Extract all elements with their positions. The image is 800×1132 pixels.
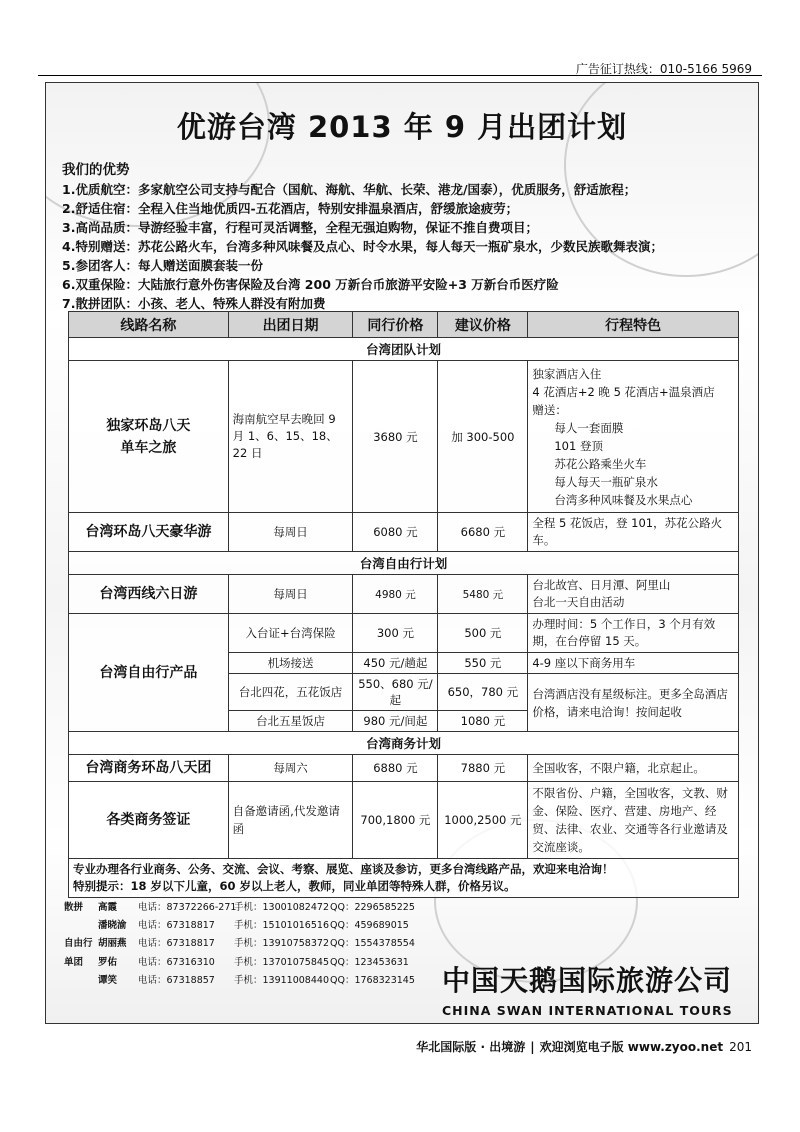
feature-line: 台北一天自由活动: [532, 595, 625, 609]
advantage-item: 7.散拼团队：小孩、老人、特殊人群没有附加费: [62, 296, 326, 311]
contact-name: 潘晓渝: [98, 920, 127, 932]
table-row: [69, 513, 739, 552]
contact-mobile: 手机：15101016516: [234, 920, 329, 932]
route-features: 不限省份、户籍，全国收客，文教、财金、保险、医疗、营建、房地产、经贸、法律、农业、交通等各行业邀请及交流座谈。: [528, 782, 739, 859]
table-row: [69, 782, 739, 859]
departure-date: 每周日: [228, 575, 353, 614]
route-features: [528, 575, 739, 614]
footer-site: 欢迎浏览电子版 www.zyoo.net: [539, 1040, 724, 1054]
contact-phone: 电话：87372266-271: [138, 902, 237, 913]
route-name: 各类商务签证: [69, 782, 229, 859]
feature-line: 独家酒店入住: [532, 366, 602, 381]
ad-hotline: 广告征订热线：010-5166 5969: [575, 62, 752, 76]
advantage-item: 5.参团客人：每人赠送面膜套装一份: [62, 258, 263, 273]
header-trade-price: 同行价格: [353, 312, 438, 338]
business-note: 专业办理各行业商务、公务、交流、会议、考察、展览、座谈及参访，更多台湾线路产品，欢迎来电洽询！: [73, 862, 614, 876]
section-free-travel-plan: 台湾自由行计划: [69, 552, 739, 575]
contact-qq: QQ：2296585225: [330, 902, 415, 913]
route-features: 台湾酒店没有星级标注。更多全岛酒店价格，请来电洽询！按间起收: [528, 674, 739, 732]
table-header-row: [69, 312, 739, 338]
advantage-item: 3.高尚品质：导游经验丰富，行程可灵活调整，全程无强迫购物，保证不推自费项目；: [62, 220, 538, 235]
suggested-price: 5480 元: [438, 575, 528, 614]
contact-phone: 电话：67318857: [138, 974, 215, 986]
header-route: 线路名称: [69, 312, 229, 338]
contact-qq: QQ：123453631: [330, 956, 409, 968]
route-name: 台湾自由行产品: [69, 614, 229, 732]
suggested-price: 6680 元: [438, 513, 528, 552]
table-row: [69, 614, 739, 653]
section-row: [69, 552, 739, 575]
section-row: [69, 338, 739, 361]
list-item: [64, 972, 415, 990]
contact-phone: 电话：67316310: [138, 956, 215, 968]
table-row: [69, 575, 739, 614]
top-rule: [38, 75, 762, 76]
feature-line: 台湾多种风味餐及水果点心: [554, 492, 693, 507]
route-features: [528, 361, 739, 513]
poster: [45, 82, 759, 1024]
advantage-item: 6.双重保险：大陆旅行意外伤害保险及台湾 200 万新台币旅游平安险+3 万新台币医疗险: [62, 277, 559, 292]
suggested-price: 加 300-500: [438, 361, 528, 513]
contact-name: 谭笑: [98, 974, 118, 986]
page-title: 优游台湾 2013 年 9 月出团计划: [176, 110, 628, 144]
contact-name: 胡丽燕: [98, 938, 127, 950]
contact-category: 散拼: [64, 902, 84, 913]
feature-line: 每人每天一瓶矿泉水: [554, 474, 658, 489]
contact-qq: QQ：1554378554: [330, 938, 415, 950]
route-name-line: 独家环岛八天: [106, 417, 191, 434]
company-logo: [442, 959, 752, 1018]
contact-list: [64, 899, 415, 990]
route-features: 全程 5 花饭店，登 101，苏花公路火车。: [528, 513, 739, 552]
departure-date: 海南航空早去晚回 9 月 1、6、15、18、22 日: [228, 361, 353, 513]
contact-mobile: 手机：13911008440: [234, 974, 329, 986]
table-row: [69, 859, 739, 898]
special-note: 特别提示：18 岁以下儿童，60 岁以上老人，教师，同业单团等特殊人群，价格另议。: [73, 879, 516, 893]
footer-separator: |: [530, 1040, 535, 1054]
route-name-line: 单车之旅: [120, 439, 177, 456]
advantage-item: 4.特别赠送：苏花公路火车，台湾多种风味餐及点心、时令水果，每人每天一瓶矿泉水，少数民族歌舞表演；: [62, 239, 663, 254]
header-features: 行程特色: [528, 312, 739, 338]
list-item: [64, 935, 415, 953]
logo-english-name: CHINA SWAN INTERNATIONAL TOURS: [442, 1003, 733, 1018]
header-date: 出团日期: [228, 312, 353, 338]
product-item: 入台证+台湾保险: [228, 614, 353, 653]
tour-plan-table: [68, 311, 739, 898]
trade-price: 3680 元: [353, 361, 438, 513]
product-item: 机场接送: [228, 653, 353, 674]
feature-line: 苏花公路乘坐火车: [554, 456, 647, 471]
feature-line: 4 花酒店+2 晚 5 花酒店+温泉酒店: [532, 384, 715, 399]
page-footer: [416, 1038, 752, 1055]
feature-line: 赠送：: [532, 402, 567, 417]
advantage-item: 1.优质航空：多家航空公司支持与配合（国航、海航、华航、长荣、港龙/国泰），优质服务，舒适旅程；: [62, 182, 637, 197]
suggested-price: 500 元: [438, 614, 528, 653]
contact-qq: QQ：1768323145: [330, 974, 415, 986]
product-item: 台北五星饭店: [228, 711, 353, 732]
table-row: [69, 755, 739, 782]
list-item: [64, 899, 415, 917]
contact-name: 罗佑: [98, 956, 118, 968]
feature-line: 台北故宫、日月潭、阿里山: [532, 578, 671, 592]
contact-phone: 电话：67318817: [138, 920, 215, 932]
advantages-heading: 我们的优势: [62, 162, 130, 178]
suggested-price: 650，780 元: [438, 674, 528, 711]
route-name: [69, 361, 229, 513]
contact-mobile: 手机：13910758372: [234, 938, 329, 950]
page-number: 201: [729, 1040, 752, 1054]
departure-date: 每周日: [228, 513, 353, 552]
route-name: 台湾商务环岛八天团: [69, 755, 229, 782]
suggested-price: 7880 元: [438, 755, 528, 782]
departure-date: 每周六: [228, 755, 353, 782]
trade-price: 550、680 元/起: [353, 674, 438, 711]
trade-price: 300 元: [353, 614, 438, 653]
list-item: [64, 954, 415, 972]
route-name: 台湾西线六日游: [69, 575, 229, 614]
suggested-price: 1080 元: [438, 711, 528, 732]
product-item: 台北四花，五花饭店: [228, 674, 353, 711]
list-item: [64, 917, 415, 935]
contact-mobile: 手机：13001082472: [234, 902, 329, 913]
section-team-plan: 台湾团队计划: [69, 338, 739, 361]
notes-cell: [69, 859, 739, 898]
feature-line: 每人一套面膜: [554, 420, 624, 435]
suggested-price: 1000,2500 元: [438, 782, 528, 859]
contact-mobile: 手机：13701075845: [234, 956, 329, 968]
contact-category: 单团: [64, 956, 84, 968]
suggested-price: 550 元: [438, 653, 528, 674]
advantages-block: [62, 161, 752, 313]
departure-date: 自备邀请函,代发邀请函: [228, 782, 353, 859]
route-features: 办理时间：5 个工作日，3 个月有效期，在台停留 15 天。: [528, 614, 739, 653]
footer-section: 华北国际版 · 出境游: [416, 1040, 526, 1054]
advantage-item: 2.舒适住宿：全程入住当地优质四-五花酒店，特别安排温泉酒店，舒缓旅途疲劳；: [62, 201, 519, 216]
route-features: 全国收客，不限户籍，北京起止。: [528, 755, 739, 782]
trade-price: 700,1800 元: [353, 782, 438, 859]
table-row: [69, 361, 739, 513]
route-name: 台湾环岛八天豪华游: [69, 513, 229, 552]
trade-price: 6880 元: [353, 755, 438, 782]
header-suggested-price: 建议价格: [438, 312, 528, 338]
section-business-plan: 台湾商务计划: [69, 732, 739, 755]
contact-name: 高霞: [98, 902, 118, 913]
feature-line: 101 登顶: [554, 438, 603, 453]
logo-chinese-name: 中国天鹅国际旅游公司: [442, 964, 733, 997]
trade-price: 980 元/间起: [353, 711, 438, 732]
section-row: [69, 732, 739, 755]
contact-category: 自由行: [64, 938, 93, 950]
trade-price: 4980 元: [353, 575, 438, 614]
trade-price: 6080 元: [353, 513, 438, 552]
contact-qq: QQ：459689015: [330, 920, 409, 932]
trade-price: 450 元/趟起: [353, 653, 438, 674]
route-features: 4-9 座以下商务用车: [528, 653, 739, 674]
contact-phone: 电话：67318817: [138, 938, 215, 950]
